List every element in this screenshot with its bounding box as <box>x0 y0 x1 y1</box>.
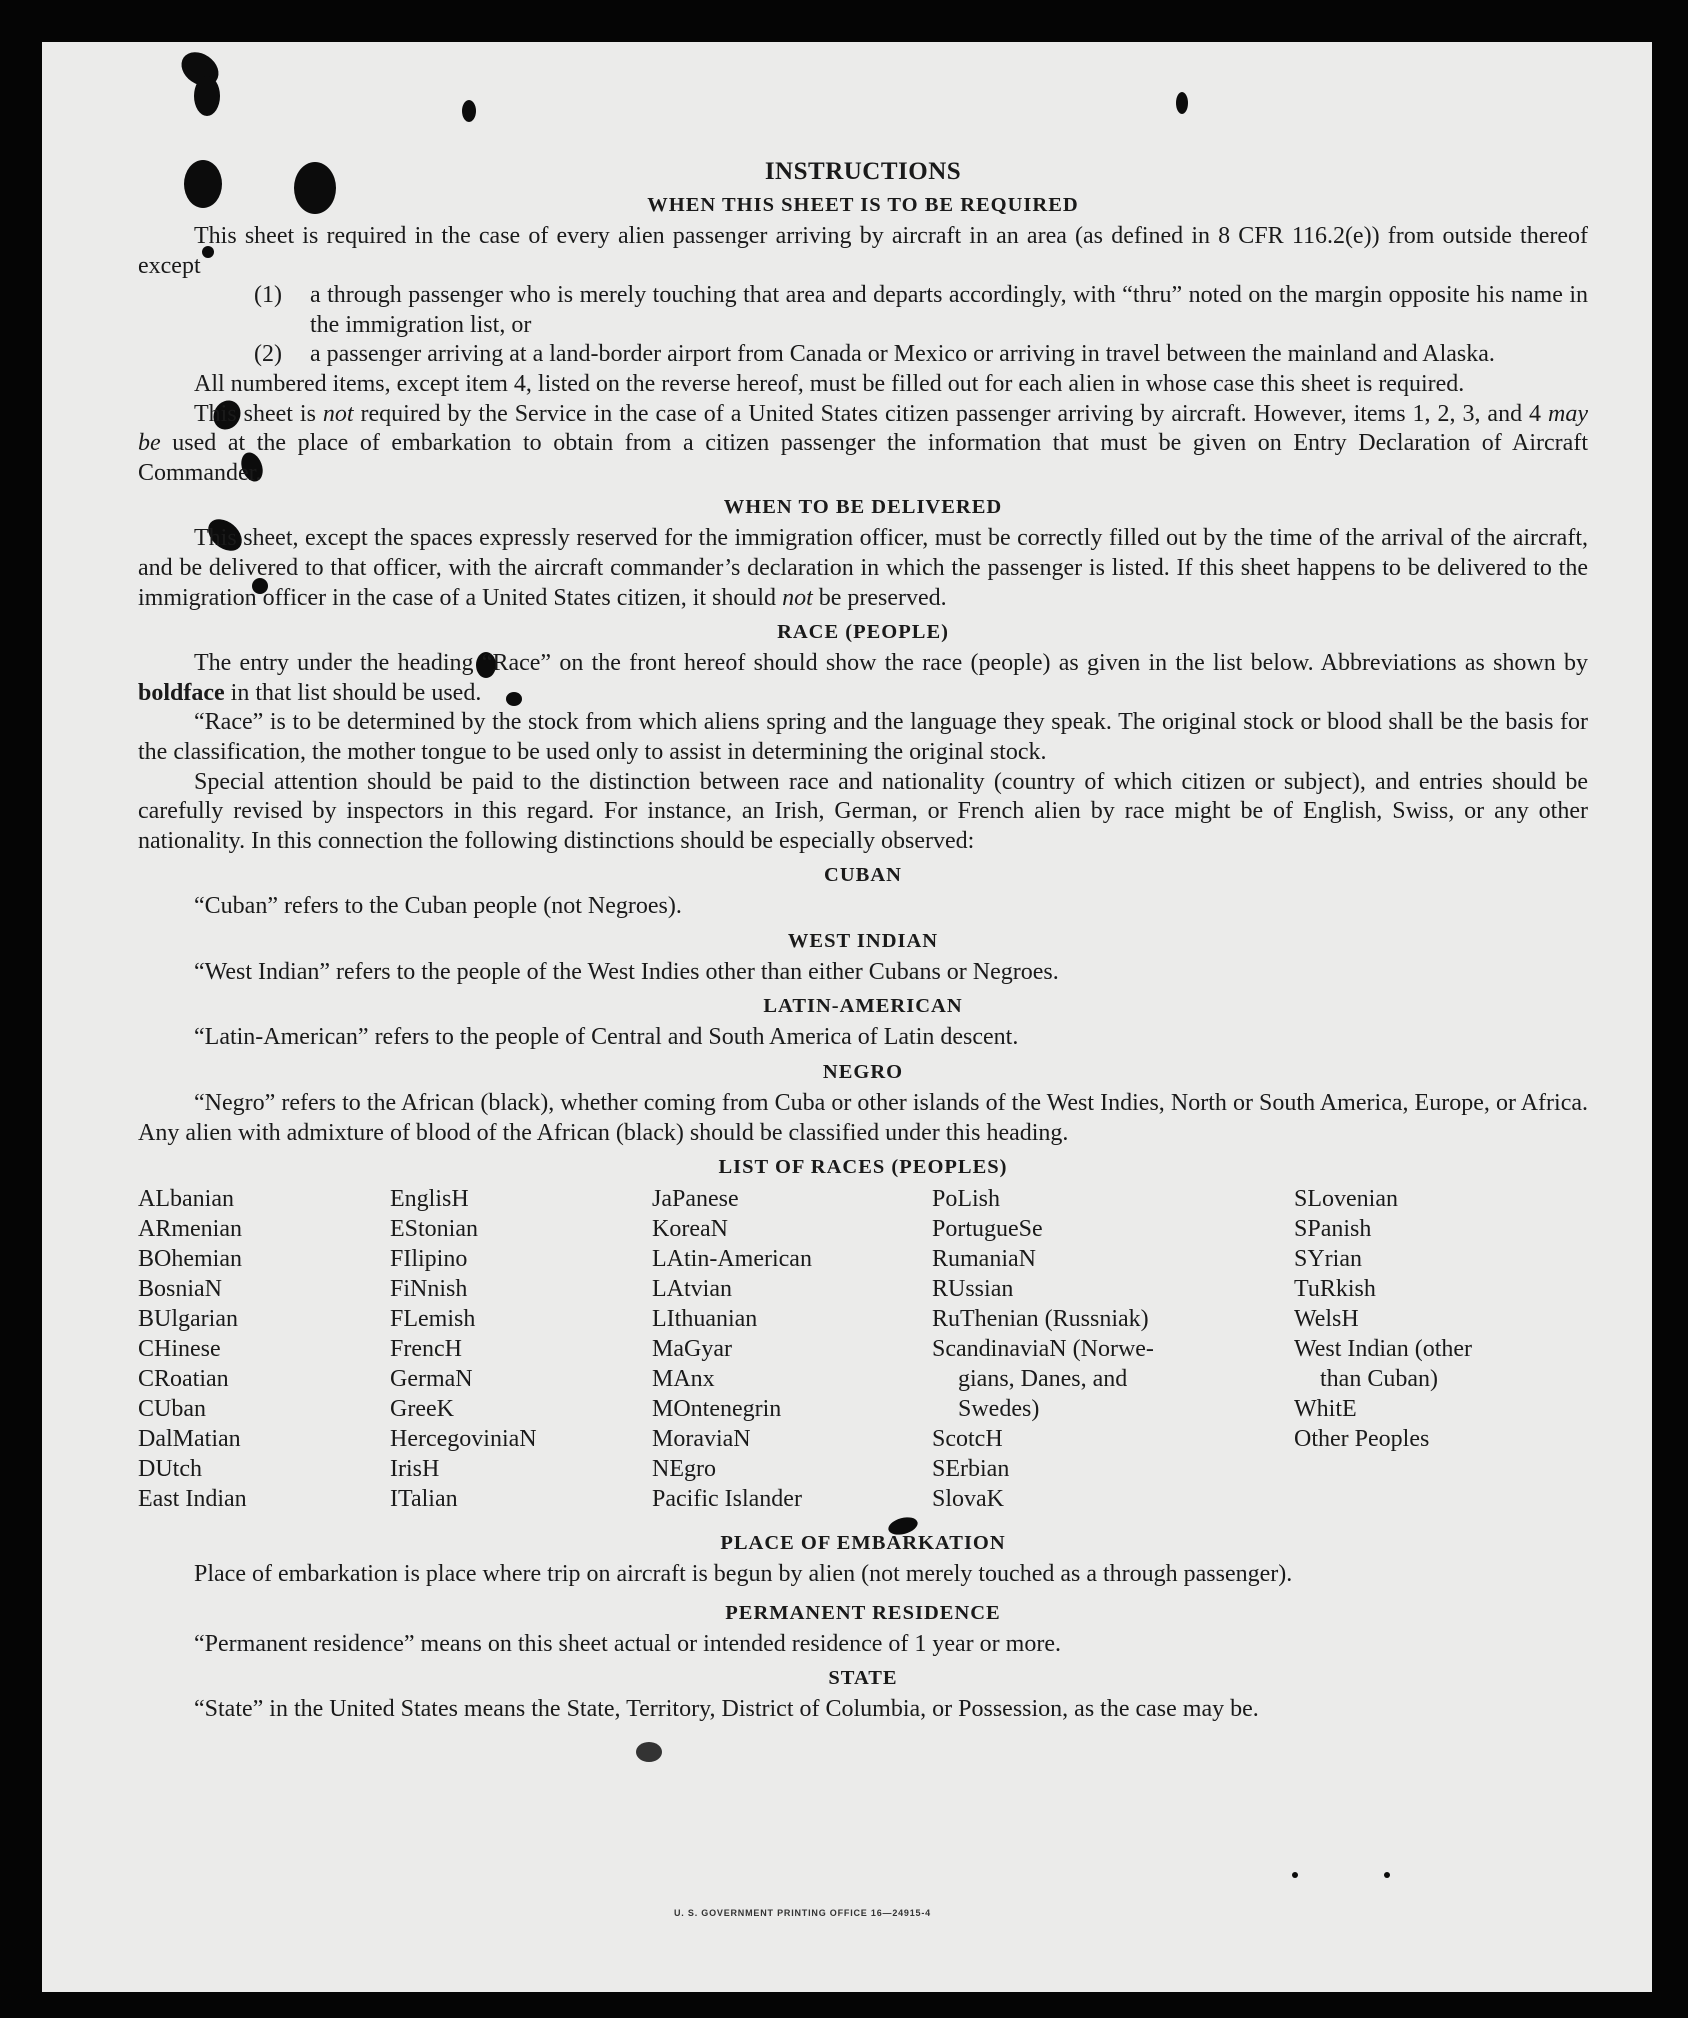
race-entry: WelsH <box>1294 1306 1359 1333</box>
races-column-3 <box>652 1184 812 1514</box>
race-entry: CUban <box>138 1396 206 1423</box>
document-page <box>42 42 1652 1992</box>
ink-blot <box>462 100 476 122</box>
paragraph-delivery: This sheet, except the spaces expressly reserved for the immigration officer, must be correctly filled out by the time of the arrival of the aircraft, and be delivered to that officer, with the aircraft commander’s declaration in which the passenger is listed. If this sheet happens to be delivered to the immigration officer in the case of a United States citizen, it should not be preserved. <box>138 525 1588 611</box>
race-entry: SPanish <box>1294 1216 1372 1243</box>
race-entry: RuThenian (Russniak) <box>932 1306 1149 1333</box>
paragraph-latin-american: “Latin-American” refers to the people of Central and South America of Latin descent. <box>194 1024 1019 1051</box>
race-entry: RUssian <box>932 1276 1014 1303</box>
printing-office-imprint: U. S. GOVERNMENT PRINTING OFFICE 16—24915-4 <box>674 1908 931 1918</box>
races-list <box>138 1184 1588 1524</box>
race-entry: MoraviaN <box>652 1426 751 1453</box>
race-entry: SYrian <box>1294 1246 1362 1273</box>
race-entry: RumaniaN <box>932 1246 1036 1273</box>
race-entry: PortugueSe <box>932 1216 1043 1243</box>
race-entry: FiNnish <box>390 1276 468 1303</box>
race-entry: ScandinaviaN (Norwe- <box>932 1336 1154 1363</box>
section-heading-delivered: WHEN TO BE DELIVERED <box>723 496 1003 519</box>
exception-item-1 <box>138 281 1588 340</box>
race-entry: gians, Danes, and <box>958 1366 1128 1393</box>
paragraph-numbered-items: All numbered items, except item 4, listed on the reverse hereof, must be filled out for each alien in whose case this sheet is required. <box>194 370 1465 397</box>
race-entry: ScotcH <box>932 1426 1003 1453</box>
paragraph-citizen-passenger: This sheet is not required by the Service in the case of a United States citizen passenger arriving by aircraft. However, items 1, 2, 3, and 4 may be used at the place of embarkation to obtain from a citizen passenger the information that must be given on Entry Declaration of Aircraft Commander. <box>138 400 1588 486</box>
race-entry: SlovaK <box>932 1486 1004 1513</box>
paragraph-state: “State” in the United States means the State, Territory, District of Columbia, or Possession, as the case may be. <box>194 1696 1259 1723</box>
item-number: (2) <box>254 341 282 368</box>
race-entry: GreeK <box>390 1396 454 1423</box>
race-entry: LAtvian <box>652 1276 732 1303</box>
races-column-2 <box>390 1184 537 1514</box>
race-entry: FLemish <box>390 1306 476 1333</box>
race-entry: WhitE <box>1294 1396 1357 1423</box>
section-heading-cuban: CUBAN <box>824 864 902 887</box>
race-entry: FIlipino <box>390 1246 468 1273</box>
section-heading-west-indian: WEST INDIAN <box>787 929 939 952</box>
section-heading-latin-american: LATIN-AMERICAN <box>763 995 963 1018</box>
section-heading-list-of-races: LIST OF RACES (PEOPLES) <box>718 1156 1008 1179</box>
race-entry: LAtin-American <box>652 1246 812 1273</box>
race-entry: GermaN <box>390 1366 473 1393</box>
ink-blot <box>194 76 220 116</box>
race-entry: SErbian <box>932 1456 1010 1483</box>
race-entry: LIthuanian <box>652 1306 758 1333</box>
races-column-1 <box>138 1184 247 1514</box>
race-entry: ALbanian <box>138 1186 234 1213</box>
paragraph-required-intro: This sheet is required in the case of every alien passenger arriving by aircraft in an area (as defined in 8 CFR 116.2(e)) from outside thereof except <box>138 223 1588 279</box>
race-entry: Pacific Islander <box>652 1486 802 1513</box>
race-entry: SLovenian <box>1294 1186 1398 1213</box>
paragraph-negro: “Negro” refers to the African (black), whether coming from Cuba or other islands of the West Indies, North or South America, Europe, or Africa. Any alien with admixture of blood of the African (black) should be classified under this heading. <box>138 1090 1588 1146</box>
race-entry: TuRkish <box>1294 1276 1376 1303</box>
paragraph-race-nationality: Special attention should be paid to the distinction between race and nationality (country of which citizen or subject), and entries should be carefully revised by inspectors in this regard. For instance, an Irish, German, or French alien by race might be of English, Swiss, or any other nationality. In this connection the following distinctions should be especially observed: <box>138 768 1588 854</box>
paragraph-race-entry: The entry under the heading “Race” on the front hereof should show the race (people) as given in the list below. Abbreviations as shown by boldface in that list should be used. <box>138 650 1588 706</box>
race-entry: JaPanese <box>652 1186 739 1213</box>
race-entry: DalMatian <box>138 1426 241 1453</box>
race-entry: BOhemian <box>138 1246 242 1273</box>
race-entry: DUtch <box>138 1456 202 1483</box>
section-heading-required: WHEN THIS SHEET IS TO BE REQUIRED <box>647 194 1079 216</box>
race-entry: East Indian <box>138 1486 247 1513</box>
race-entry: CRoatian <box>138 1366 229 1393</box>
race-entry: Swedes) <box>958 1396 1040 1423</box>
section-heading-permanent-residence: PERMANENT RESIDENCE <box>725 1601 1001 1624</box>
race-entry: FrencH <box>390 1336 462 1363</box>
race-entry: than Cuban) <box>1320 1366 1438 1393</box>
page-title: INSTRUCTIONS <box>764 158 962 185</box>
race-entry: PoLish <box>932 1186 1001 1213</box>
ink-blot <box>1176 92 1188 114</box>
item-text: a through passenger who is merely touching that area and departs accordingly, with “thru” noted on the margin opposite his name in the immigration list, or <box>310 282 1588 338</box>
race-entry: EnglisH <box>390 1186 469 1213</box>
race-entry: IrisH <box>390 1456 440 1483</box>
race-entry: ARmenian <box>138 1216 242 1243</box>
exception-item-2 <box>138 340 1588 370</box>
race-entry: BUlgarian <box>138 1306 238 1333</box>
section-heading-embarkation: PLACE OF EMBARKATION <box>720 1532 1006 1555</box>
race-entry: HercegoviniaN <box>390 1426 537 1453</box>
ink-dot <box>1384 1872 1390 1878</box>
section-heading-state: STATE <box>828 1667 898 1690</box>
paragraph-permanent-residence: “Permanent residence” means on this sheet actual or intended residence of 1 year or more. <box>194 1630 1061 1657</box>
race-entry: BosniaN <box>138 1276 222 1303</box>
race-entry: West Indian (other <box>1294 1336 1473 1363</box>
paragraph-west-indian: “West Indian” refers to the people of the West Indies other than either Cubans or Negroes. <box>194 958 1059 985</box>
race-entry: KoreaN <box>652 1216 728 1243</box>
race-entry: CHinese <box>138 1336 221 1363</box>
race-entry: MaGyar <box>652 1336 732 1363</box>
section-heading-race: RACE (PEOPLE) <box>777 621 949 644</box>
paragraph-race-stock: “Race” is to be determined by the stock from which aliens spring and the language they speak. The original stock or blood shall be the basis for the classification, the mother tongue to be used only to assist in determining the original stock. <box>138 709 1588 765</box>
paragraph-embarkation: Place of embarkation is place where trip on aircraft is begun by alien (not merely touched as a through passenger). <box>194 1561 1293 1588</box>
paragraph-cuban: “Cuban” refers to the Cuban people (not Negroes). <box>194 893 682 920</box>
instructions-body <box>138 120 1588 1725</box>
races-column-4 <box>932 1184 1154 1514</box>
race-entry: EStonian <box>390 1216 478 1243</box>
race-entry: Other Peoples <box>1294 1426 1430 1453</box>
item-number: (1) <box>254 282 282 309</box>
race-entry: MOntenegrin <box>652 1396 782 1423</box>
race-entry: ITalian <box>390 1486 458 1513</box>
ink-blot <box>636 1742 662 1762</box>
section-heading-negro: NEGRO <box>822 1061 904 1084</box>
race-entry: MAnx <box>652 1366 715 1393</box>
races-column-5 <box>1294 1184 1472 1454</box>
ink-dot <box>1292 1872 1298 1878</box>
item-text: a passenger arriving at a land-border airport from Canada or Mexico or arriving in travel between the mainland and Alaska. <box>310 341 1495 368</box>
race-entry: NEgro <box>652 1456 716 1483</box>
